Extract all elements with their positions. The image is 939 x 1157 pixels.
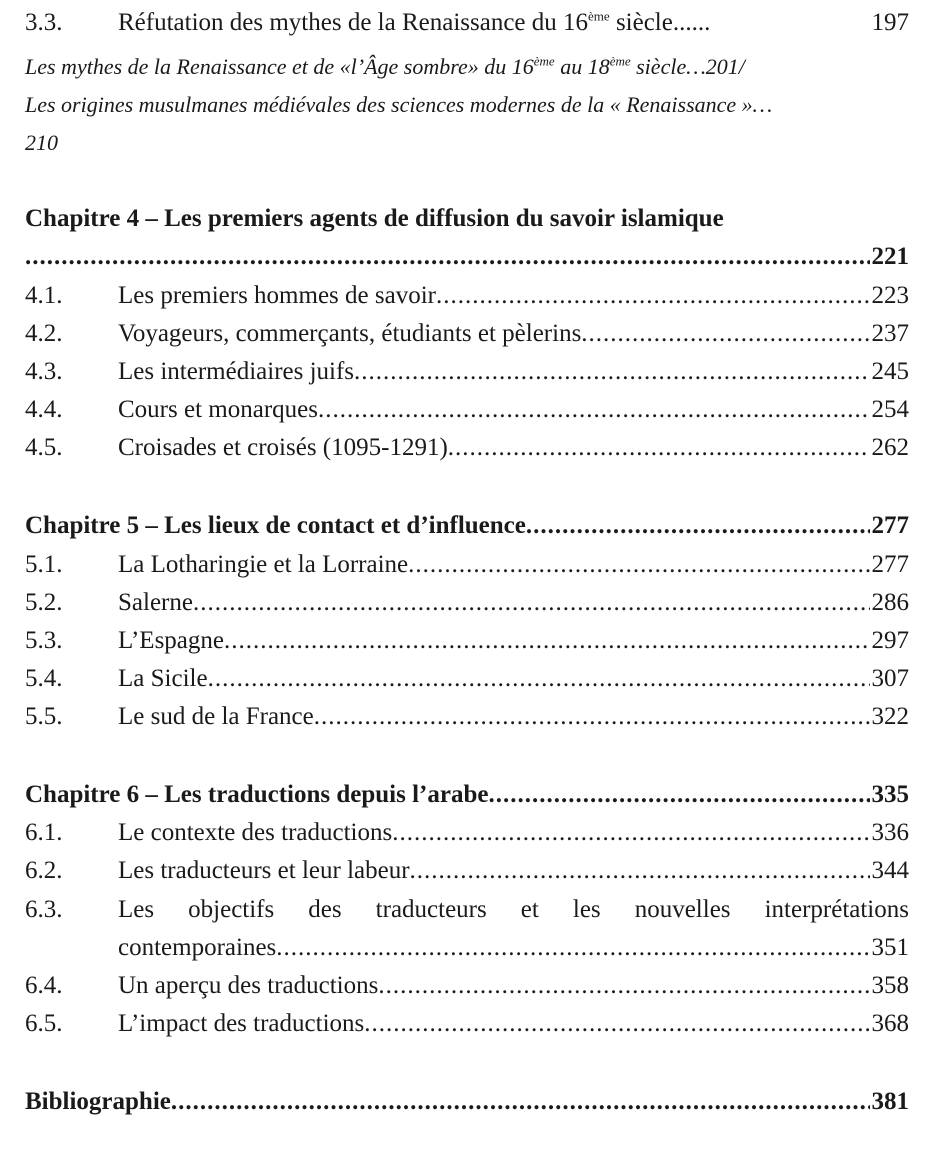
section-title: Salerne [118,589,193,616]
chapter-title: Chapitre 6 – Les traductions depuis l’arabe [25,781,489,808]
section-number: 4.2. [25,320,63,347]
section-title: Les premiers hommes de savoir [118,282,436,309]
section-title: Un aperçu des traductions [118,972,379,999]
page-number: 254 [871,396,909,423]
page-number: 335 [871,781,909,808]
toc-entry-5-1[interactable] [25,546,909,584]
section-title: La Sicile [118,665,208,692]
toc-entry-6-4[interactable] [25,967,909,1005]
toc-entry-3-3[interactable] [25,4,909,42]
section-title: La Lotharingie et la Lorraine [118,551,409,578]
page-number: 351 [871,934,909,961]
section-title: Croisades et croisés (1095-1291) [118,434,448,461]
toc-bibliography[interactable] [25,1083,909,1121]
section-title: Voyageurs, commerçants, étudiants et pèlerins [118,320,582,347]
dot-leader [448,429,870,467]
page-number: 344 [871,857,909,884]
dot-leader [208,660,870,698]
toc-chapter-4-page-line [25,238,909,276]
toc-entry-5-3[interactable] [25,622,909,660]
toc-entry-4-5[interactable] [25,429,909,467]
section-number: 6.2. [25,857,63,884]
section-number: 5.3. [25,627,63,654]
page-number: 297 [871,627,909,654]
dot-leader [25,238,870,276]
section-number: 5.5. [25,703,63,730]
toc-entry-4-1[interactable] [25,277,909,315]
section-title: Cours et monarques [118,396,318,423]
section-title: Réfutation des mythes de la Renaissance du 16ème siècle...... [118,8,711,36]
dot-leader [488,776,869,814]
section-number: 4.3. [25,358,63,385]
page-number: 336 [871,819,909,846]
dot-leader [581,315,869,353]
section-title: Les intermédiaires juifs [118,358,355,385]
toc-subentry-muslim-origins: Les origines musulmanes médiévales des sciences modernes de la « Renaissance »… [25,92,773,117]
dot-leader [276,929,869,967]
toc-entry-4-4[interactable] [25,391,909,429]
page-number: 221 [871,243,909,270]
chapter-title: Chapitre 5 – Les lieux de contact et d’influence [25,512,526,539]
section-number: 5.2. [25,589,63,616]
section-number: 5.1. [25,551,63,578]
dot-leader [318,391,870,429]
page-number: 381 [871,1088,909,1115]
section-title: Les traducteurs et leur labeur [118,857,410,884]
section-number: 3.3. [25,9,63,36]
chapter-title: Chapitre 4 – Les premiers agents de diffusion du savoir islamique [25,205,724,232]
section-title: Les objectifs des traducteurs et les nouvelles interprétations [118,896,909,923]
toc-entry-6-5[interactable] [25,1005,909,1043]
dot-leader [364,1005,869,1043]
section-title: L’Espagne [118,627,224,654]
section-title: Le contexte des traductions [118,819,393,846]
toc-entry-5-5[interactable] [25,698,909,736]
toc-entry-5-2[interactable] [25,584,909,622]
dot-leader [436,277,870,315]
page-number: 223 [871,282,909,309]
toc-entry-6-3-line-2[interactable] [25,929,909,967]
toc-chapter-5[interactable] [25,507,909,545]
toc-entry-6-3-line-1[interactable] [25,891,909,929]
bibliography-title: Bibliographie [25,1088,171,1115]
dot-leader [193,584,870,622]
section-number: 6.3. [25,896,63,923]
section-number: 4.1. [25,282,63,309]
toc-chapter-6[interactable] [25,776,909,814]
section-number: 4.4. [25,396,63,423]
dot-leader [224,622,870,660]
toc-subentry-page: 210 [25,130,58,155]
toc-entry-6-2[interactable] [25,852,909,890]
dot-leader [526,507,870,545]
page-number: 197 [871,9,909,36]
dot-leader [410,852,870,890]
page-number: 245 [871,358,909,385]
toc-entry-4-2[interactable] [25,315,909,353]
page-number: 286 [871,589,909,616]
dot-leader [354,353,869,391]
dot-leader [314,698,870,736]
section-number: 6.5. [25,1010,63,1037]
toc-chapter-4-title[interactable] [25,200,909,238]
section-title-continued: contemporaines [118,934,277,961]
dot-leader [378,967,869,1005]
page-number: 368 [871,1010,909,1037]
toc-entry-4-3[interactable] [25,353,909,391]
section-title: Le sud de la France [118,703,314,730]
page-number: 237 [871,320,909,347]
toc-subentry-renaissance-myths: Les mythes de la Renaissance et de «l’Âge sombre» du 16ème au 18ème siècle…201/ [25,53,745,79]
page-number: 277 [871,551,909,578]
page-number: 277 [871,512,909,539]
page-number: 262 [871,434,909,461]
toc-entry-5-4[interactable] [25,660,909,698]
section-title: L’impact des traductions [118,1010,365,1037]
dot-leader [392,814,869,852]
page-number: 358 [871,972,909,999]
section-number: 6.1. [25,819,63,846]
dot-leader [408,546,869,584]
section-number: 5.4. [25,665,63,692]
page-number: 322 [871,703,909,730]
page-number: 307 [871,665,909,692]
section-number: 4.5. [25,434,63,461]
section-number: 6.4. [25,972,63,999]
dot-leader [171,1083,870,1121]
toc-entry-6-1[interactable] [25,814,909,852]
